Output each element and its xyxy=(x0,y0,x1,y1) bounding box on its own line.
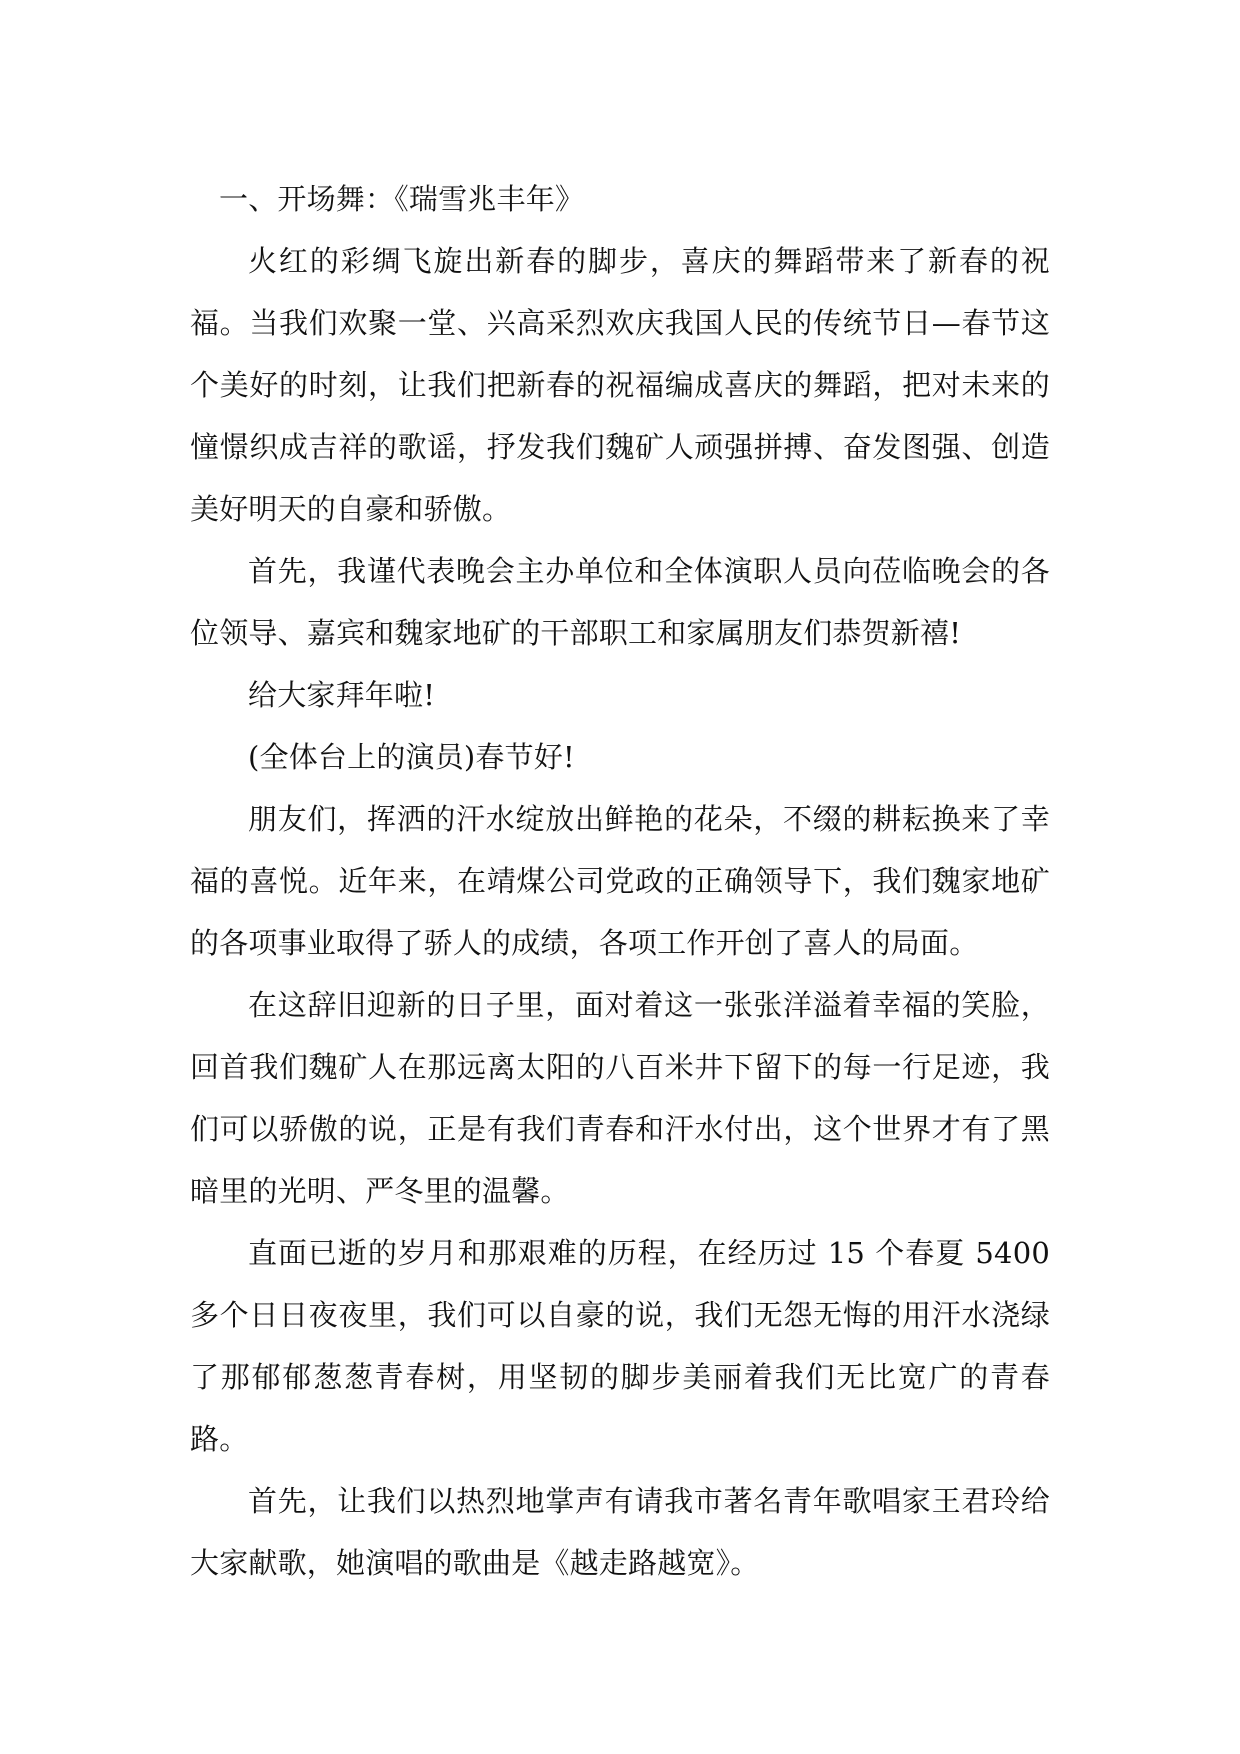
paragraph-1: 火红的彩绸飞旋出新春的脚步，喜庆的舞蹈带来了新春的祝福。当我们欢聚一堂、兴高采烈欢庆我国人民的传统节日—春节这个美好的时刻，让我们把新春的祝福编成喜庆的舞蹈，把对未来的憧憬织成吉祥的歌谣，抒发我们魏矿人顽强拼搏、奋发图强、创造美好明天的自豪和骄傲。 xyxy=(190,244,1050,526)
document-body xyxy=(190,168,1050,1594)
paragraph-7: 直面已逝的岁月和那艰难的历程，在经历过 15 个春夏 5400 多个日日夜夜里，我们可以自豪的说，我们无怨无悔的用汗水浇绿了那郁郁葱葱青春树，用坚韧的脚步美丽着我们无比宽广的青春路。 xyxy=(190,1236,1050,1456)
paragraph-2: 首先，我谨代表晚会主办单位和全体演职人员向莅临晚会的各位领导、嘉宾和魏家地矿的干部职工和家属朋友们恭贺新禧! xyxy=(190,554,1050,650)
paragraph-5: 朋友们，挥洒的汗水绽放出鲜艳的花朵，不缀的耕耘换来了幸福的喜悦。近年来，在靖煤公司党政的正确领导下，我们魏家地矿的各项事业取得了骄人的成绩，各项工作开创了喜人的局面。 xyxy=(190,802,1050,960)
paragraph-3: 给大家拜年啦! xyxy=(248,678,436,712)
section-heading: 一、开场舞：《瑞雪兆丰年》 xyxy=(219,182,585,216)
paragraph-6: 在这辞旧迎新的日子里，面对着这一张张洋溢着幸福的笑脸，回首我们魏矿人在那远离太阳的八百米井下留下的每一行足迹，我们可以骄傲的说，正是有我们青春和汗水付出，这个世界才有了黑暗里的光明、严冬里的温馨。 xyxy=(190,988,1050,1208)
paragraph-4: (全体台上的演员)春节好! xyxy=(248,740,575,774)
paragraph-8: 首先，让我们以热烈地掌声有请我市著名青年歌唱家王君玲给大家献歌，她演唱的歌曲是《越走路越宽》。 xyxy=(190,1484,1050,1580)
